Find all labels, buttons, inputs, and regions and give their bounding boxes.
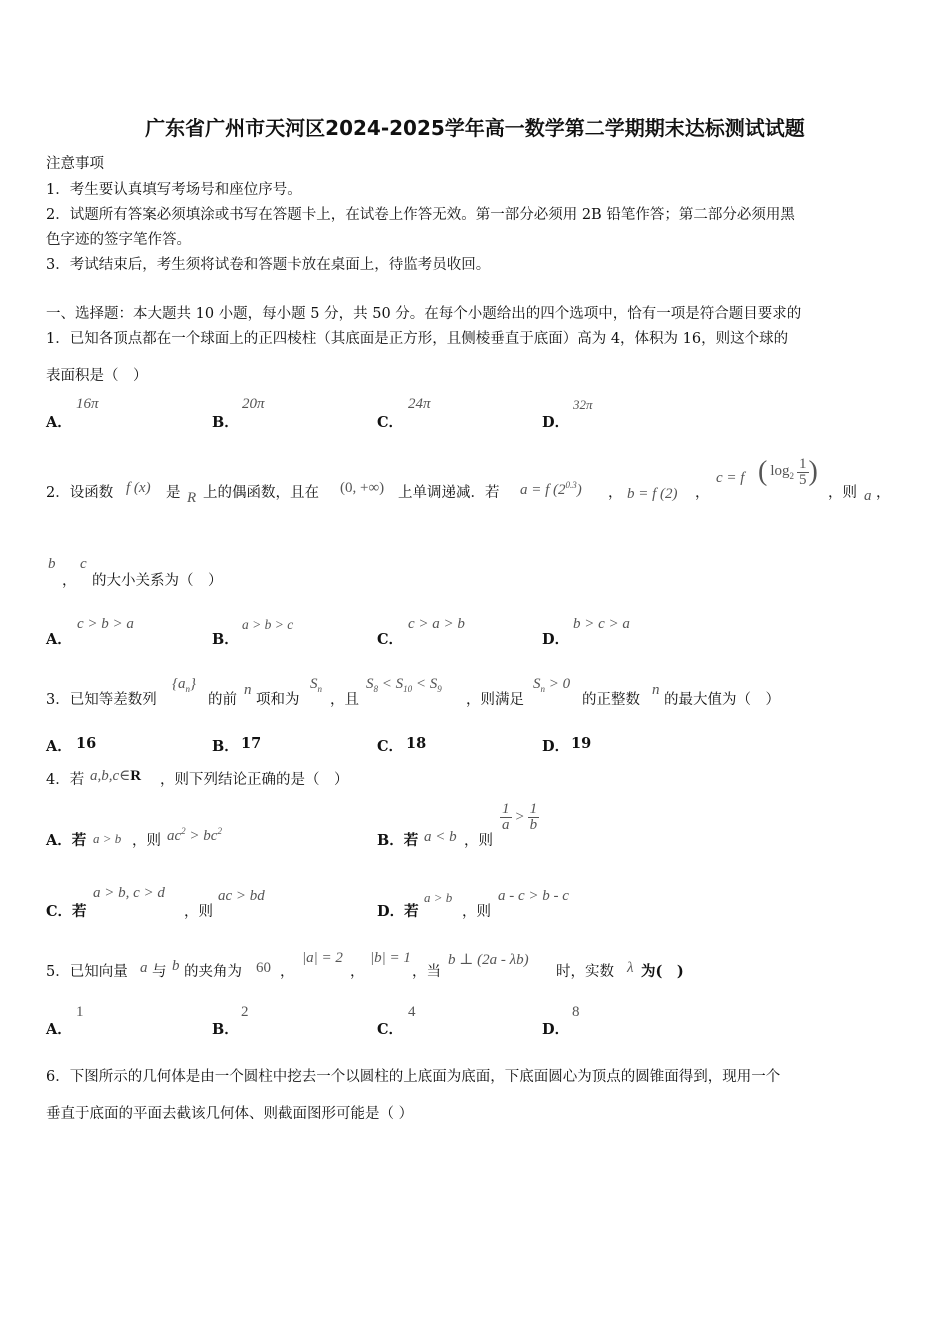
q3-number: 3．已知等差数列 — [46, 692, 157, 708]
q5-abs-b: |b| = 1 — [370, 950, 411, 966]
q2-text-4: ，则 — [828, 485, 857, 501]
q5-text-1: 与 — [152, 964, 167, 980]
notice-item-2-line-1: 2．试题所有答案必须填涂或书写在答题卡上，在试卷上作答无效。第一部分必须用 2B 铅笔作答；第二部分必须用黑 — [46, 207, 795, 223]
q5-lambda: λ — [627, 960, 634, 976]
q5-text-3: ，当 — [412, 964, 441, 980]
q4-option-c-result: ac > bd — [218, 888, 265, 904]
q2-interval: (0, +∞) — [340, 480, 385, 496]
q5-vector-b: b — [172, 958, 180, 974]
q3-text-3: ，且 — [330, 692, 359, 708]
q1-option-c-label: C． — [377, 414, 404, 431]
q5-option-d: 8 — [572, 1004, 580, 1020]
q3-S-n: $S_n$ — [310, 676, 322, 694]
q3-option-a-label: A． — [46, 738, 72, 755]
q4-option-b-then: ，则 — [464, 833, 493, 849]
q4-option-a-result: $ac^2 > bc^2$ — [167, 826, 222, 844]
q2-option-d-label: D． — [542, 631, 570, 648]
q2-comma-4: ， — [62, 573, 77, 589]
q4-option-d-then: ，则 — [462, 904, 491, 920]
q3-option-a: 16 — [76, 735, 97, 752]
q5-number: 5．已知向量 — [46, 964, 128, 980]
q2-var-b: b — [48, 556, 56, 572]
q3-text-5: 的正整数 — [582, 692, 640, 708]
q1-stem-line-2: 表面积是（ ） — [46, 368, 148, 384]
notice-item-1: 1．考生要认真填写考场号和座位序号。 — [46, 182, 302, 198]
q3-text-6: 的最大值为（ ） — [664, 692, 780, 708]
notice-heading: 注意事项 — [46, 156, 104, 172]
q4-option-c-then: ，则 — [184, 904, 213, 920]
q4-text-1: ，则下列结论正确的是（ ） — [160, 772, 349, 788]
q5-option-a: 1 — [76, 1004, 84, 1020]
q1-stem-line-1: 1．已知各顶点都在一个球面上的正四棱柱（其底面是正方形，且侧棱垂直于底面）高为 4，体积为 16，则这个球的 — [46, 331, 789, 347]
q2-var-a: a — [864, 488, 872, 504]
q2-option-c-label: C． — [377, 631, 404, 648]
q5-text-5: 为( ) — [641, 963, 684, 980]
q3-inequality: $S_8 < S_{10} < S_9$ — [366, 676, 442, 694]
q2-b-definition: b = f (2) — [627, 486, 678, 502]
notice-item-2-line-2: 色字迹的签字笔作答。 — [46, 232, 191, 248]
q1-option-a-label: A． — [46, 414, 72, 431]
q2-number: 2．设函数 — [46, 485, 114, 501]
q2-text-3: 上单调递减．若 — [398, 485, 500, 501]
q6-stem-line-2: 垂直于底面的平面去截该几何体、则截面图形可能是（ ） — [46, 1106, 414, 1122]
q6-stem-line-1: 6．下图所示的几何体是由一个圆柱中挖去一个以圆柱的上底面为底面，下底面圆心为顶点的圆锥面得到，现用一个 — [46, 1069, 781, 1085]
q5-vector-a: a — [140, 960, 148, 976]
q5-option-a-label: A． — [46, 1021, 72, 1038]
q4-option-b-result: $\frac{1}{a}$ > $\frac{1}{b}$ — [502, 801, 538, 833]
q1-option-d-label: D． — [542, 414, 570, 431]
q5-text-2: 的夹角为 — [184, 964, 242, 980]
q1-option-c: 24π — [408, 396, 431, 412]
q2-option-a-label: A． — [46, 631, 72, 648]
q4-option-d-condition: a > b — [424, 890, 453, 905]
q3-option-b: 17 — [241, 735, 262, 752]
q4-option-d-label: D．若 — [377, 903, 419, 920]
q3-n-2: n — [652, 682, 660, 698]
q3-option-d: 19 — [571, 735, 592, 752]
q5-comma-1: ， — [280, 964, 295, 980]
notice-item-3: 3．考试结束后，考生须将试卷和答题卡放在桌面上，待监考员收回。 — [46, 257, 491, 273]
q2-text-5: 的大小关系为（ ） — [92, 573, 223, 589]
q4-option-b-condition: a < b — [424, 829, 457, 845]
q1-option-b: 20π — [242, 396, 265, 412]
q2-c-definition: c = f — [716, 470, 745, 486]
q2-var-c: c — [80, 556, 87, 572]
page-title: 广东省广州市天河区2024-2025学年高一数学第二学期期末达标测试试题 — [145, 116, 805, 140]
q2-option-b: a > b > c — [242, 617, 294, 632]
q3-option-d-label: D． — [542, 738, 570, 755]
q5-abs-a: |a| = 2 — [302, 950, 343, 966]
q5-option-b-label: B． — [212, 1021, 239, 1038]
q4-vars: a,b,c∈R — [90, 768, 142, 784]
q2-comma-3: ， — [876, 485, 891, 501]
q5-comma-2: ， — [350, 964, 365, 980]
q3-option-c-label: C． — [377, 738, 404, 755]
q2-log-expression: ( $\log_2$ $\frac{1}{5}$ ) — [758, 455, 818, 488]
q4-option-b-label: B．若 — [377, 832, 419, 849]
q3-text-4: ，则满足 — [466, 692, 524, 708]
q2-comma-1: ， — [608, 485, 623, 501]
q1-option-a: 16π — [76, 396, 99, 412]
q4-option-d-result: a - c > b - c — [498, 888, 569, 904]
q3-option-b-label: B． — [212, 738, 239, 755]
q5-angle: 60 — [256, 960, 271, 976]
q5-option-b: 2 — [241, 1004, 249, 1020]
q2-option-b-label: B． — [212, 631, 239, 648]
q2-a-definition: a = f $(2^{0.3})$ — [520, 480, 582, 498]
q3-n: n — [244, 682, 252, 698]
q2-fx: f (x) — [126, 480, 151, 496]
q3-condition: $S_n > 0$ — [533, 676, 571, 694]
q5-perpendicular: b ⊥ (2a - λb) — [448, 952, 529, 968]
q1-option-d: 32π — [573, 397, 593, 412]
q2-text-1: 是 — [166, 485, 181, 501]
q4-option-a-condition: a > b — [93, 831, 122, 846]
q5-option-d-label: D． — [542, 1021, 570, 1038]
q2-comma-2: ， — [695, 485, 710, 501]
q3-option-c: 18 — [406, 735, 427, 752]
q2-option-d: b > c > a — [573, 616, 630, 632]
q3-text-2: 项和为 — [256, 692, 300, 708]
q5-option-c-label: C． — [377, 1021, 404, 1038]
q2-R: R — [187, 490, 197, 506]
q2-text-2: 上的偶函数，且在 — [203, 485, 319, 501]
q4-option-a-then: ，则 — [132, 833, 161, 849]
q4-option-c-label: C．若 — [46, 903, 87, 920]
q2-option-c: c > a > b — [408, 616, 465, 632]
q1-option-b-label: B． — [212, 414, 239, 431]
q5-option-c: 4 — [408, 1004, 416, 1020]
q3-sequence: $\{a_n\}$ — [172, 676, 196, 694]
q2-option-a: c > b > a — [77, 616, 134, 632]
q4-number: 4．若 — [46, 772, 85, 788]
q4-option-c-condition: a > b, c > d — [93, 885, 165, 901]
q3-text-1: 的前 — [208, 692, 237, 708]
section-1-header: 一、选择题：本大题共 10 小题，每小题 5 分，共 50 分。在每个小题给出的四个选项中，恰有一项是符合题目要求的 — [46, 306, 802, 322]
q4-option-a-label: A．若 — [46, 832, 87, 849]
q5-text-4: 时，实数 — [556, 964, 614, 980]
